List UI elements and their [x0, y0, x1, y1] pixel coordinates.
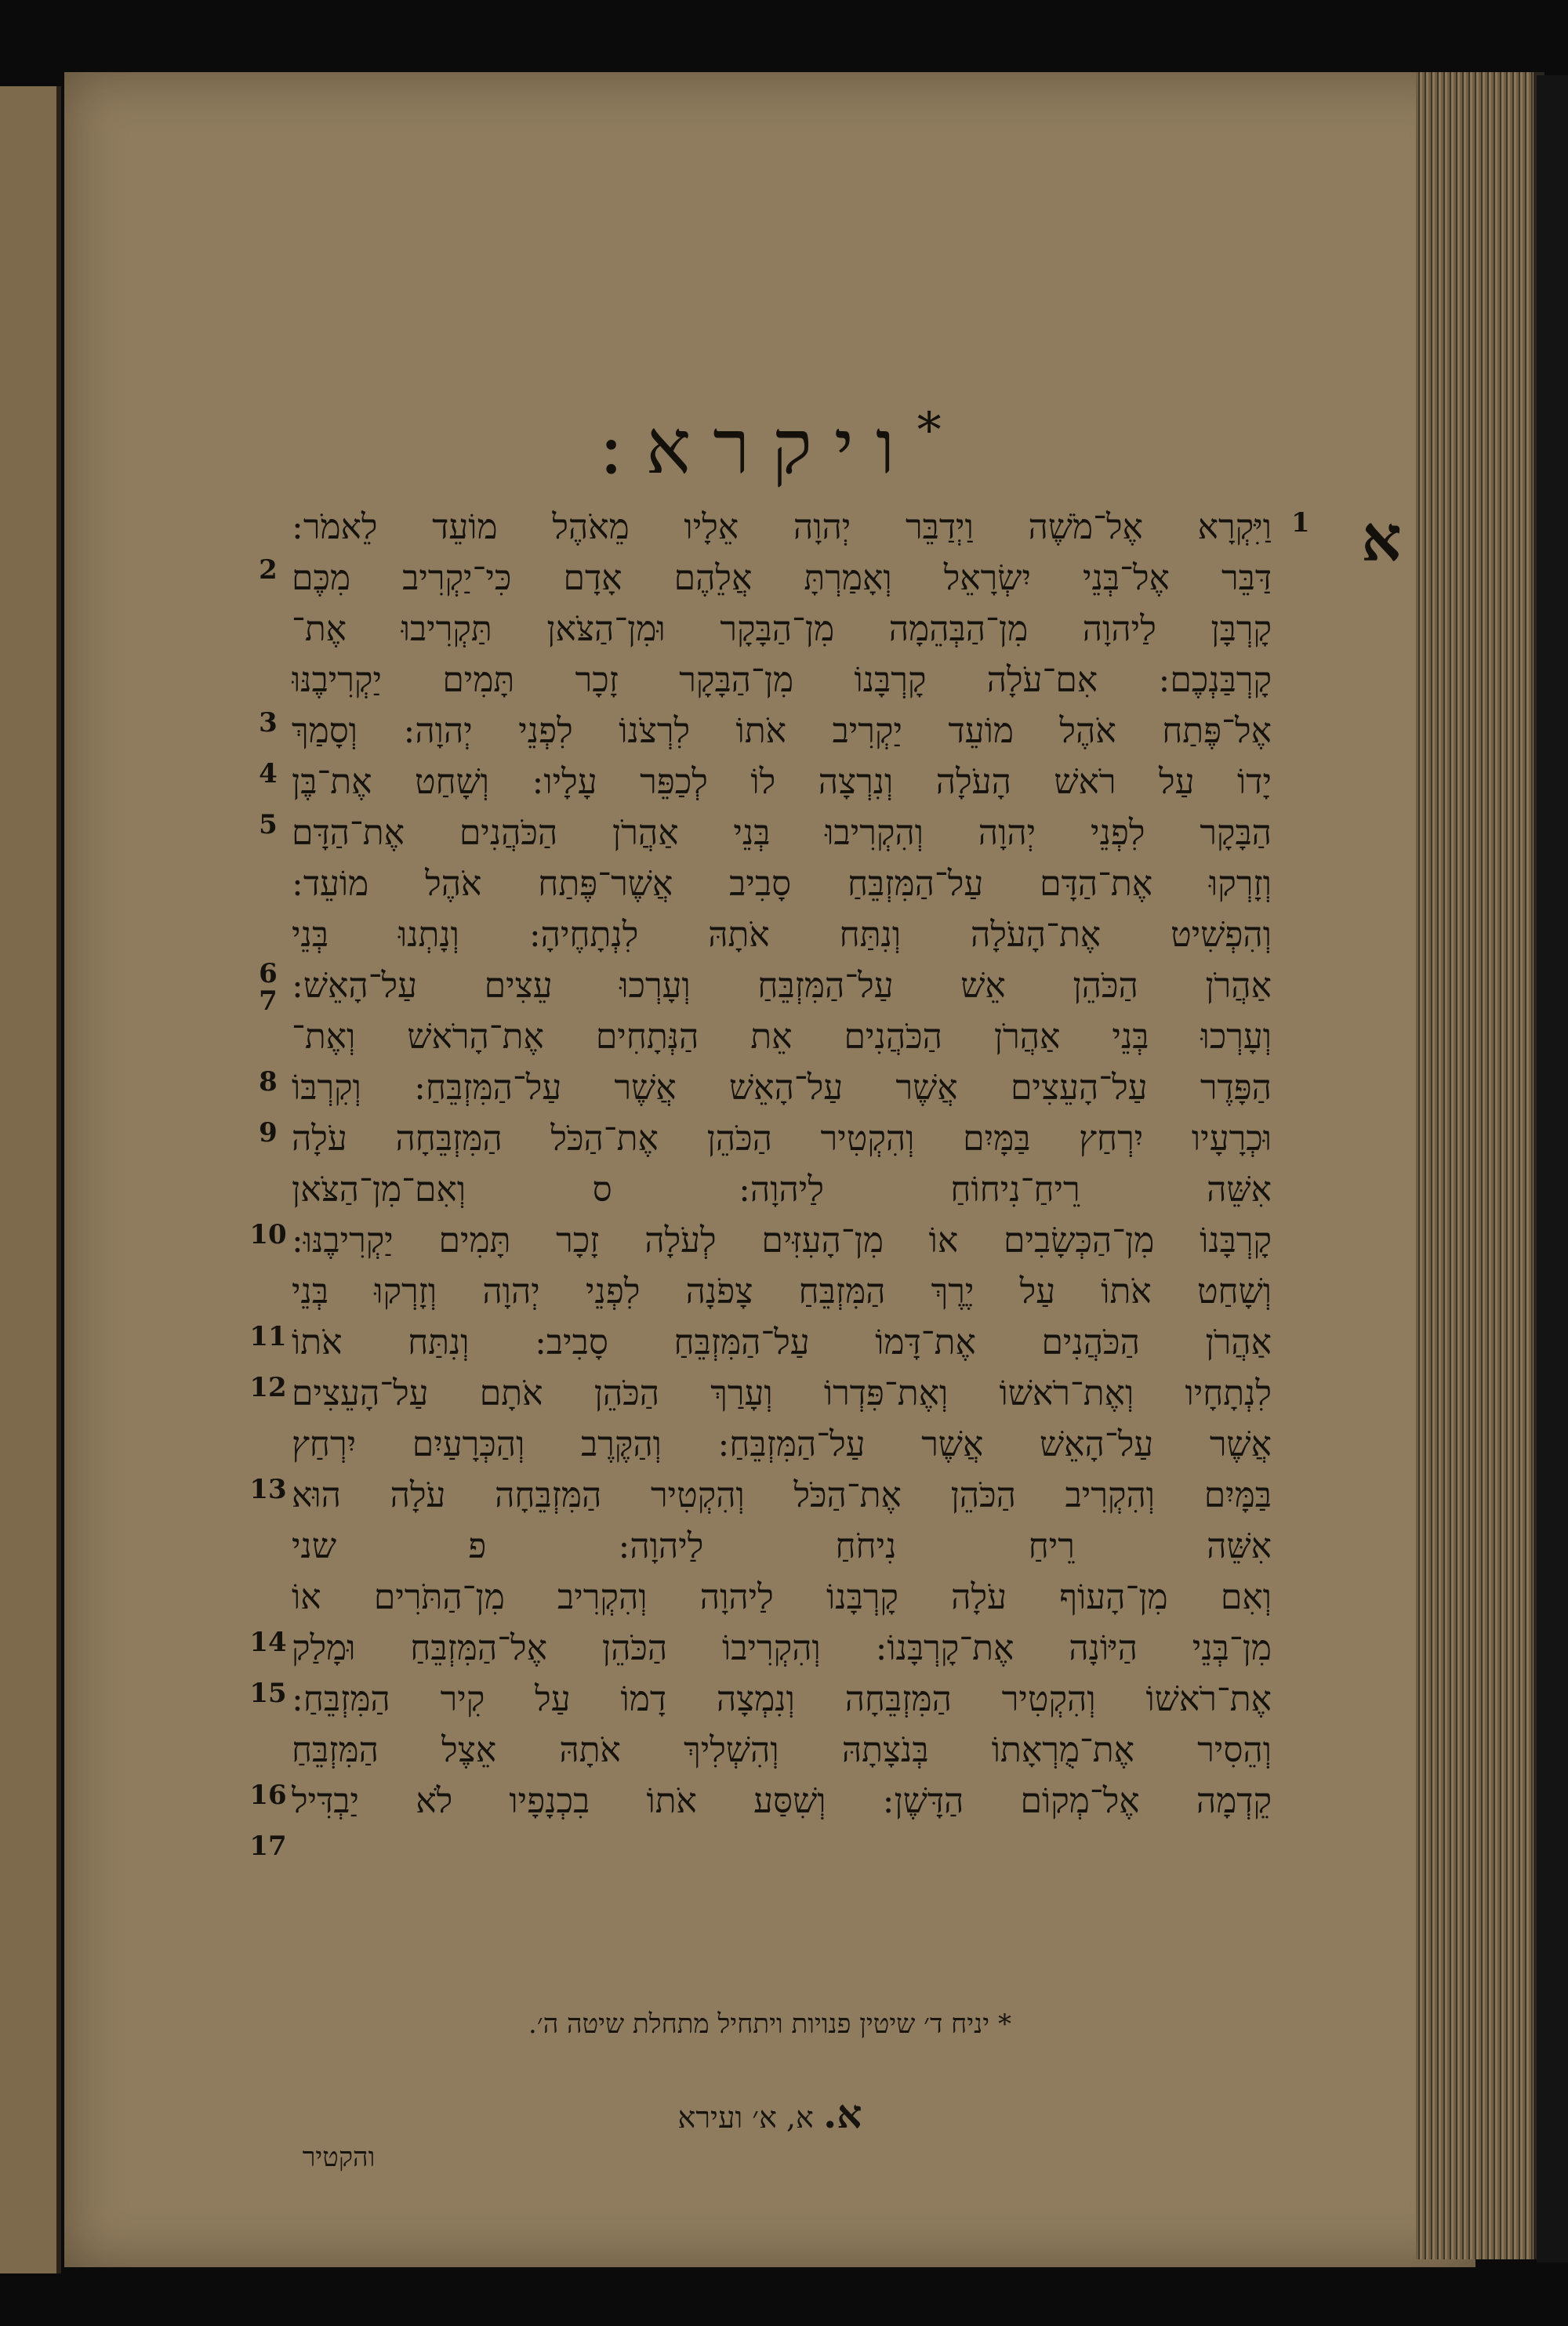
verse-number: 17 — [249, 1831, 287, 1862]
text-line: הַפָּדֶר עַל־הָעֵצִים אֲשֶׁר עַל־הָאֵשׁ אֲשֶׁר עַל־הַמִּזְבֵּחַ: וְקִרְבּוֹ — [292, 1068, 1272, 1108]
text-line: וְהִפְשִׁיט אֶת־הָעֹלָה וְנִתַּח אֹתָהּ לִנְתָחֶיהָ: וְנָתְנוּ בְּנֵי — [292, 915, 1272, 955]
scripture-text — [292, 502, 1272, 1827]
signature-text: א, א׳ ועירא — [677, 2100, 814, 2135]
text-line: אַהֲרֹן הַכֹּהֵן אֵשׁ עַל־הַמִּזְבֵּחַ וְעָרְכוּ עֵצִים עַל־הָאֵשׁ: — [292, 966, 1272, 1006]
text-line: קֵדְמָה אֶל־מְקוֹם הַדָּשֶׁן: וְשִׁסַּע אֹתוֹ בִכְנָפָיו לֹא יַבְדִּיל — [292, 1781, 1272, 1821]
chapter-number: א — [1361, 502, 1402, 575]
text-line: וַיִּקְרָא אֶל־מֹשֶׁה וַיְדַבֵּר יְהוָה אֵלָיו מֵאֹהֶל מוֹעֵד לֵאמֹר: — [292, 507, 1272, 547]
facing-page-edge — [0, 86, 61, 2273]
verse-number: 7 — [259, 985, 278, 1017]
text-line: אֶת־רֹאשׁוֹ וְהִקְטִיר הַמִּזְבֵּחָה וְנִמְצָה דָמוֹ עַל קִיר הַמִּזְבֵּחַ: — [292, 1679, 1272, 1719]
verse-number: 11 — [249, 1321, 287, 1352]
verse-number: 9 — [259, 1117, 278, 1148]
text-line: הַבָּקָר לִפְנֵי יְהוָה וְהִקְרִיבוּ בְּנֵי אַהֲרֹן הַכֹּהֲנִים אֶת־הַדָּם — [292, 813, 1272, 853]
text-line: וְהֵסִיר אֶת־מֻרְאָתוֹ בְּנֹצָתָהּ וְהִשְׁלִיךְ אֹתָהּ אֵצֶל הַמִּזְבֵּחַ — [292, 1730, 1272, 1770]
text-line: יָדוֹ עַל רֹאשׁ הָעֹלָה וְנִרְצָה לוֹ לְכַפֵּר עָלָיו: וְשָׁחַט אֶת־בֶּן — [292, 762, 1272, 802]
text-line: אֶל־פֶּתַח אֹהֶל מוֹעֵד יַקְרִיב אֹתוֹ לִרְצֹנוֹ לִפְנֵי יְהוָה: וְסָמַךְ — [292, 711, 1272, 751]
verse-number: 6 — [259, 958, 278, 989]
signature-mark — [613, 2091, 927, 2137]
verse-number: 4 — [259, 758, 278, 789]
book-page — [64, 72, 1475, 2267]
text-line: לִנְתָחָיו וְאֶת־רֹאשׁוֹ וְאֶת־פִּדְרוֹ וְעָרַךְ הַכֹּהֵן אֹתָם עַל־הָעֵצִים — [292, 1373, 1272, 1413]
text-line: וְשָׁחַט אֹתוֹ עַל יֶרֶךְ הַמִּזְבֵּחַ צָפֹנָה לִפְנֵי יְהוָה וְזָרְקוּ בְּנֵי — [292, 1272, 1272, 1312]
text-line: קָרְבָּן לַיהוָה מִן־הַבְּהֵמָה מִן־הַבָּקָר וּמִן־הַצֹּאן תַּקְרִיבוּ אֶת־ — [292, 609, 1272, 649]
text-line: וְזָרְקוּ אֶת־הַדָּם עַל־הַמִּזְבֵּחַ סָבִיב אֲשֶׁר־פֶּתַח אֹהֶל מוֹעֵד: — [292, 864, 1272, 904]
verse-number: 5 — [259, 809, 278, 840]
verse-number: 14 — [249, 1627, 287, 1658]
verse-number: 13 — [249, 1474, 287, 1505]
text-line: אִשֵּׁה רֵיחַ נִיחֹחַ לַיהוָה: פ שני — [292, 1526, 1272, 1566]
title-footnote-mark: * — [916, 401, 942, 459]
verse-number: 16 — [249, 1780, 287, 1811]
book-title-text: ויקרא: — [598, 403, 917, 491]
text-line: בַּמָּיִם וְהִקְרִיב הַכֹּהֵן אֶת־הַכֹּל וְהִקְטִיר הַמִּזְבֵּחָה עֹלָה הוּא — [292, 1475, 1272, 1515]
verse-number: 10 — [249, 1219, 287, 1250]
text-line: אַהֲרֹן הַכֹּהֲנִים אֶת־דָּמוֹ עַל־הַמִּזְבֵּחַ סָבִיב: וְנִתַּח אֹתוֹ — [292, 1323, 1272, 1363]
verse-number: 12 — [249, 1372, 287, 1403]
footnote: * יניח ד׳ שיטין פנויות ויתחיל מתחלת שיטה ה׳. — [528, 2008, 1011, 2040]
text-line: אִשֵּׁה רֵיחַ־נִיחוֹחַ לַיהוָה: ס וְאִם־מִן־הַצֹּאן — [292, 1170, 1272, 1210]
verse-number: 15 — [249, 1678, 287, 1709]
verse-number: 2 — [259, 554, 278, 586]
text-line: וְאִם מִן־הָעוֹף עֹלָה קָרְבָּנוֹ לַיהוָה וְהִקְרִיב מִן־הַתֹּרִים אוֹ — [292, 1577, 1272, 1617]
catchword: והקטיר — [302, 2142, 376, 2173]
text-line: קָרְבָּנוֹ מִן־הַכְּשָׂבִים אוֹ מִן־הָעִזִּים לְעֹלָה זָכָר תָּמִים יַקְרִיבֶנּוּ: — [292, 1221, 1272, 1261]
verse-number: 8 — [259, 1066, 278, 1098]
signature-letter: א. — [822, 2091, 862, 2137]
text-line: וְעָרְכוּ בְּנֵי אַהֲרֹן הַכֹּהֲנִים אֵת הַנְּתָחִים אֶת־הָרֹאשׁ וְאֶת־ — [292, 1017, 1272, 1057]
text-line: מִן־בְּנֵי הַיּוֹנָה אֶת־קָרְבָּנוֹ: וְהִקְרִיבוֹ הַכֹּהֵן אֶל־הַמִּזְבֵּחַ וּמָלַק — [292, 1628, 1272, 1668]
verse-number: 1 — [1291, 507, 1310, 539]
text-line: אֲשֶׁר עַל־הָאֵשׁ אֲשֶׁר עַל־הַמִּזְבֵּחַ: וְהַקֶּרֶב וְהַכְּרָעַיִם יִרְחַץ — [292, 1424, 1272, 1464]
text-line: קָרְבַּנְכֶם: אִם־עֹלָה קָרְבָּנוֹ מִן־הַבָּקָר זָכָר תָּמִים יַקְרִיבֶנּוּ — [292, 660, 1272, 700]
page-block-edge — [1416, 72, 1544, 2259]
verse-number: 3 — [259, 707, 278, 738]
text-line: וּכְרָעָיו יִרְחַץ בַּמָּיִם וְהִקְטִיר הַכֹּהֵן אֶת־הַכֹּל הַמִּזְבֵּחָה עֹלָה — [292, 1119, 1272, 1159]
text-line: דַּבֵּר אֶל־בְּנֵי יִשְׂרָאֵל וְאָמַרְתָּ אֲלֵהֶם אָדָם כִּי־יַקְרִיב מִכֶּם — [292, 558, 1272, 598]
binding-edge — [1537, 75, 1568, 2262]
book-title — [64, 401, 1475, 491]
